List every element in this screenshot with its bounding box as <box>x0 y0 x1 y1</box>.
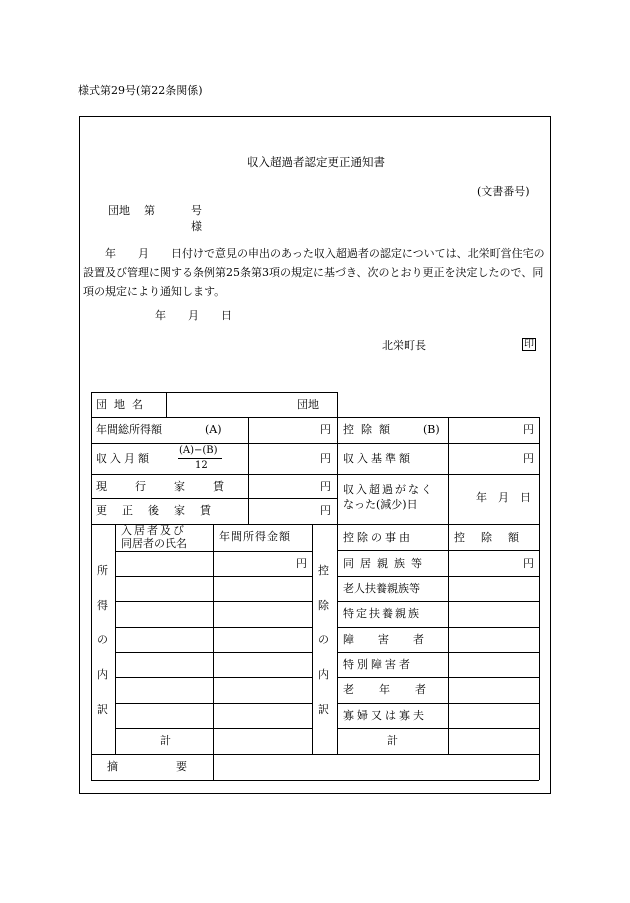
rule <box>337 703 539 704</box>
rule <box>91 498 337 499</box>
reason-5: 老年者 <box>343 683 451 696</box>
annual-income-label: 年間総所得額 <box>96 423 162 436</box>
page-title: 収入超過者認定更正通知書 <box>247 155 385 169</box>
rule <box>166 392 167 417</box>
revised-rent-label: 更正後家賃 <box>96 504 226 517</box>
rule <box>91 780 539 781</box>
rule <box>312 524 313 754</box>
current-rent-label: 現行家賃 <box>96 480 252 493</box>
rule <box>337 550 539 551</box>
addressee-sama: 様 <box>191 220 202 233</box>
rule <box>91 754 539 755</box>
deduction-breakdown-char-0: 控 <box>318 564 329 577</box>
rule <box>91 474 539 475</box>
income-breakdown-char-1: 得 <box>97 599 108 612</box>
income-breakdown-char-0: 所 <box>97 564 108 577</box>
yen-monthly: 円 <box>320 452 331 465</box>
reason-3: 障害者 <box>343 633 448 646</box>
deduction-reason-header: 控除の事由 <box>343 531 413 544</box>
deduction-breakdown-char-3: 内 <box>318 668 329 681</box>
yen-deduction: 円 <box>523 423 534 436</box>
addressee-go: 号 <box>191 204 202 217</box>
rule <box>91 443 539 444</box>
ymd: 年 月 日 <box>476 491 531 504</box>
notice-body: 年 月 日付けで意見の申出のあった収入超過者の認定については、北栄町営住宅の設置及び管理に関する条例第25条第3項の規定に基づき、次のとおり更正を決定したので、同項の規定により通知します。 <box>83 247 545 298</box>
reason-1: 老人扶養親族等 <box>343 582 420 595</box>
danchi-suffix: 団地 <box>297 398 319 411</box>
yen-income-row: 円 <box>296 557 307 570</box>
deduction-breakdown-char-1: 除 <box>318 599 329 612</box>
formula-denominator: 12 <box>195 460 208 471</box>
issuer: 北栄町長 <box>382 339 426 352</box>
yen-revised-rent: 円 <box>320 504 331 517</box>
reason-4: 特別障害者 <box>343 658 413 671</box>
annual-income-amount: 年間所得金額 <box>219 530 291 543</box>
income-breakdown-char-4: 訳 <box>97 703 108 716</box>
formula-numerator: (A)−(B) <box>179 445 218 456</box>
date-line: 年 月 日 <box>155 309 232 322</box>
deduction-code: (B) <box>423 423 440 436</box>
income-breakdown-char-3: 内 <box>97 668 108 681</box>
rule <box>337 728 539 729</box>
rule <box>539 417 540 780</box>
yen-standard: 円 <box>523 452 534 465</box>
deduction-amount-label: 控除額 <box>343 423 397 436</box>
income-total-label: 計 <box>160 734 171 747</box>
resident-names-line1: 入居者及び <box>121 524 186 537</box>
no-longer-line2: なった(減少)日 <box>343 498 418 511</box>
reason-6: 寡婦又は寡夫 <box>343 709 427 722</box>
rule <box>337 601 539 602</box>
fraction-bar <box>178 458 222 459</box>
annual-income-code: (A) <box>205 423 222 436</box>
yen-annual: 円 <box>320 423 331 436</box>
addressee-danchi: 団地 <box>108 204 130 217</box>
reason-0: 同居親族等 <box>343 557 428 570</box>
rule <box>91 392 337 393</box>
rule <box>91 417 539 418</box>
resident-names-line2: 同居者の氏名 <box>121 537 187 550</box>
rule <box>448 417 449 754</box>
deduction-breakdown-char-2: の <box>318 633 329 646</box>
rule <box>213 524 214 780</box>
income-standard-label: 収入基準額 <box>343 452 413 465</box>
deduction-total-label: 計 <box>387 734 398 747</box>
rule <box>337 392 338 754</box>
seal-stamp: 印 <box>524 339 534 350</box>
rule <box>337 576 539 577</box>
rule <box>337 652 539 653</box>
rule <box>115 524 116 754</box>
danchi-name-label: 団地名 <box>96 398 150 411</box>
income-breakdown-char-2: の <box>97 633 108 646</box>
remarks-label: 摘要 <box>107 760 245 773</box>
seal-mark <box>522 338 536 350</box>
rule <box>91 392 92 780</box>
addressee-dai: 第 <box>144 204 155 217</box>
deduction-breakdown-char-4: 訳 <box>318 703 329 716</box>
rule <box>248 417 249 524</box>
no-longer-line1: 収入超過がなく <box>343 483 434 496</box>
yen-reason-0: 円 <box>523 557 534 570</box>
yen-current-rent: 円 <box>320 480 331 493</box>
rule <box>337 627 539 628</box>
deduction-amount-header: 控除額 <box>454 531 535 544</box>
form-id: 様式第29号(第22条関係) <box>78 84 203 97</box>
reason-2: 特定扶養親族 <box>343 607 421 620</box>
doc-number: (文書番号) <box>477 185 530 198</box>
monthly-income-label: 収入月額 <box>96 452 152 465</box>
rule <box>337 677 539 678</box>
